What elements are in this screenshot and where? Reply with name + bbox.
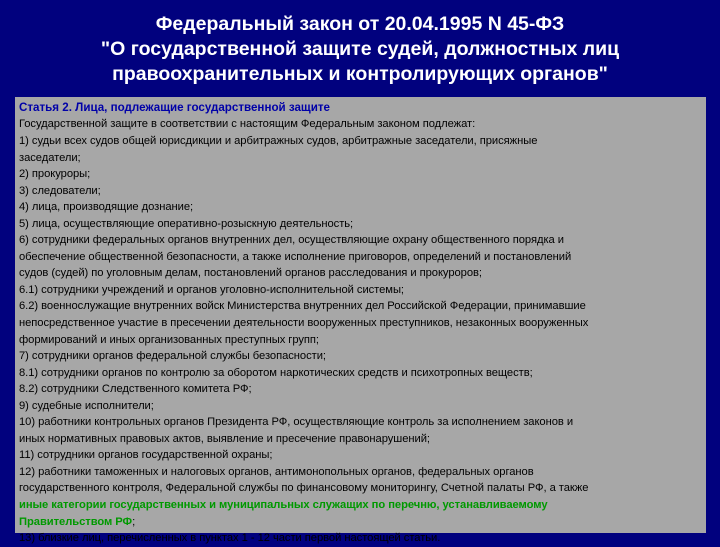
body-line: непосредственное участие в пресечении деятельности вооруженных преступников, незаконных вооруженных [19,316,589,329]
body-line: 1) судьи всех судов общей юрисдикции и арбитражных судов, арбитражные заседатели, присяжные [19,134,538,147]
punctuation: ; [132,515,136,528]
body-line: 6.2) военнослужащие внутренних войск Министерства внутренних дел Российской Федерации, принимавшие [19,300,586,313]
body-line: 9) судебные исполнители; [19,399,154,412]
body-line: 12) работники таможенных и налоговых органов, антимонопольных органов, федеральных органов [19,465,534,478]
body-line: 3) следователи; [19,184,101,197]
highlight-text: Правительством РФ [19,515,133,528]
body-line: 10) работники контрольных органов Президента РФ, осуществляющие контроль за исполнением законов и [19,416,574,429]
body-line: 7) сотрудники органов федеральной службы безопасности; [19,350,326,363]
body-line: государственного контроля, Федеральной службы по финансовому мониторингу, Счетной палаты РФ, а также [19,482,589,495]
body-line: 11) сотрудники органов государственной охраны; [19,449,273,462]
highlighted-line: иные категории государственных и муниципальных служащих по перечню, устанавливаемому [19,498,548,511]
body-line: Государственной защите в соответствии с настоящим Федеральным законом подлежат: [19,118,476,131]
body-line: заседатели; [19,151,81,164]
body-line: 8.1) сотрудники органов по контролю за оборотом наркотических средств и психотропных веществ; [19,366,533,379]
title-line-2: "О государственной защите судей, должностных лиц [100,38,620,60]
law-text-panel [15,97,706,545]
body-line: 8.2) сотрудники Следственного комитета РФ; [19,383,252,396]
body-line: 2) прокуроры; [19,168,91,181]
body-line: 6.1) сотрудники учреждений и органов уголовно-исполнительной системы; [19,283,404,296]
slide-title [20,12,700,87]
body-line: формирований и иных организованных преступных групп; [19,333,319,346]
title-line-1: Федеральный закон от 20.04.1995 N 45-ФЗ [155,13,565,35]
highlighted-line-end [19,514,702,531]
body-line: 5) лица, осуществляющие оперативно-розыскную деятельность; [19,217,354,230]
body-line: обеспечение общественной безопасности, а также исполнение приговоров, определений и постановлений [19,250,572,263]
article-heading: Статья 2. Лица, подлежащие государственной защите [19,101,330,114]
body-line: 4) лица, производящие дознание; [19,201,194,214]
body-line: судов (судей) по уголовным делам, постановлений органов расследования и прокуроров; [19,267,482,280]
body-line-last: 13) близкие лиц, перечисленных в пунктах 1 - 12 части первой настоящей статьи. [19,532,441,545]
article-body [19,116,702,546]
body-line: иных нормативных правовых актов, выявление и пресечение правонарушений; [19,432,430,445]
title-line-3: правоохранительных и контролирующих органов" [112,63,608,85]
body-line: 6) сотрудники федеральных органов внутренних дел, осуществляющие охрану общественного порядка и [19,234,564,247]
